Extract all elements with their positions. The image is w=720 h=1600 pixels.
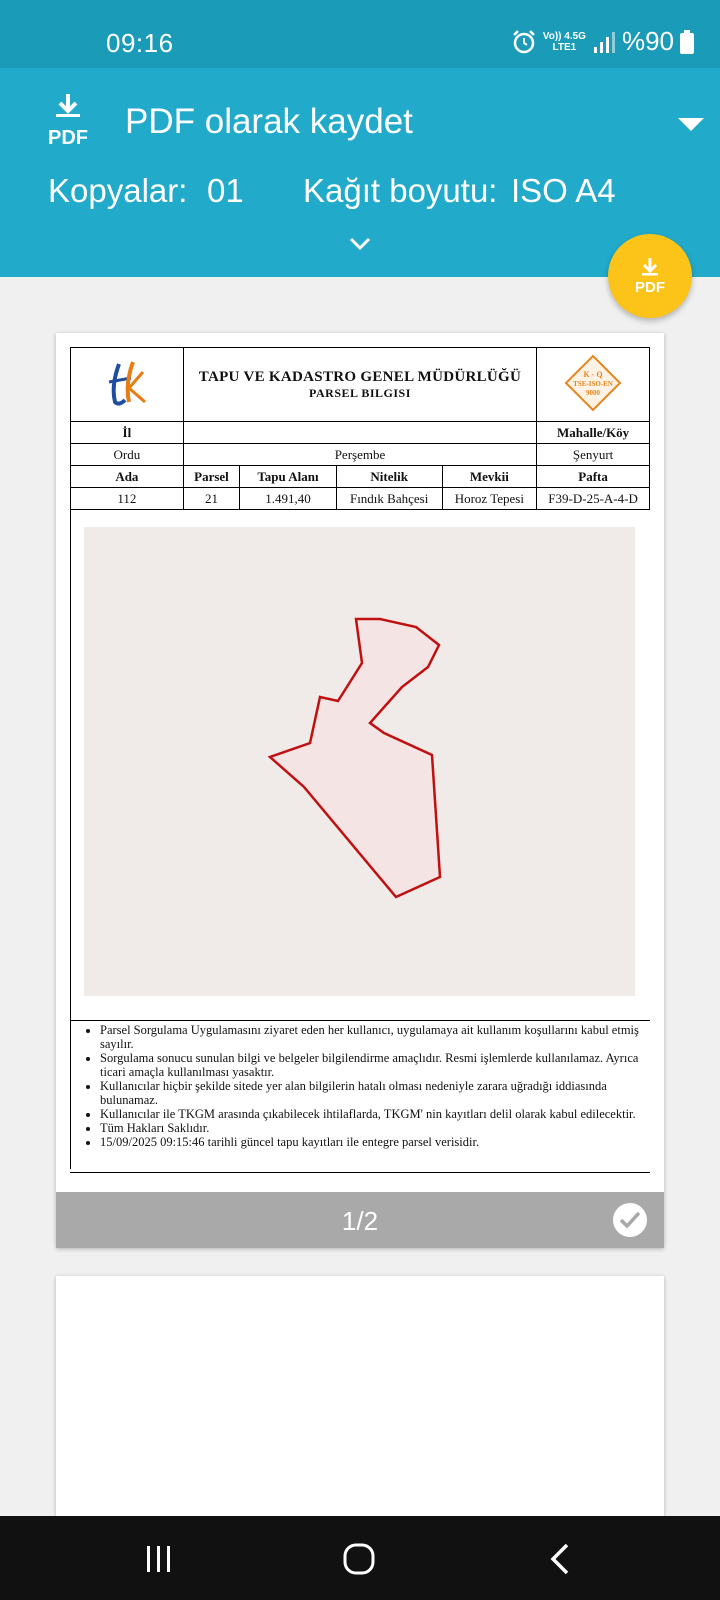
value-mevkii: Horoz Tepesi: [442, 488, 537, 510]
page-preview-2[interactable]: [56, 1276, 664, 1516]
header-ada: Ada: [71, 466, 184, 488]
battery-icon: [680, 30, 694, 54]
page-selected-check-icon[interactable]: [612, 1202, 648, 1238]
status-bar: [0, 0, 720, 68]
note-item: • Kullanıcılar ile TKGM arasında çıkabilecek ihtilaflarda, TKGM' nin kayıtları delil olarak kabul edilecektir.: [100, 1107, 646, 1121]
signal-icon: [592, 31, 616, 53]
status-icons: [511, 26, 694, 57]
value-il: Ordu: [71, 444, 184, 466]
parcel-map: [84, 527, 635, 996]
iso-badge: [537, 348, 650, 422]
page-footer: [56, 1192, 664, 1248]
printer-select[interactable]: PDF olarak kaydet: [125, 102, 413, 141]
print-options-bar: [0, 68, 720, 277]
recent-apps-icon[interactable]: [144, 1544, 174, 1574]
page-indicator: 1/2: [341, 1206, 379, 1236]
svg-text:K - Q: K - Q: [583, 369, 603, 379]
copies-label: Kopyalar:: [48, 172, 188, 209]
document-subtitle: PARSEL BILGISI: [309, 385, 411, 400]
header-ilce: [183, 422, 536, 444]
header-pafta: Pafta: [537, 466, 650, 488]
tkgm-logo: [71, 348, 184, 422]
copies-value: 01: [207, 172, 244, 209]
home-icon[interactable]: [342, 1542, 376, 1576]
value-ada: 112: [71, 488, 184, 510]
note-item: • Kullanıcılar hiçbir şekilde sitede yer alan bilgilerin hatalı olması nedeniyle zarara uğradığı iddiasında bulunamaz.: [100, 1079, 646, 1107]
tkgm-logo-icon: [105, 358, 149, 408]
alarm-icon: [511, 29, 537, 55]
value-tapu-alani: 1.491,40: [240, 488, 337, 510]
svg-text:PDF: PDF: [48, 127, 88, 148]
header-mevkii: Mevkii: [442, 466, 537, 488]
expand-options-icon[interactable]: [348, 236, 372, 252]
pdf-download-icon: [630, 256, 670, 296]
status-time: 09:16: [106, 28, 174, 58]
disclaimer-notes: [70, 1020, 650, 1173]
value-parsel: 21: [183, 488, 239, 510]
pdf-download-icon: [44, 92, 92, 148]
header-il: İl: [71, 422, 184, 444]
value-ilce: Perşembe: [183, 444, 536, 466]
svg-text:PDF: PDF: [635, 279, 665, 296]
page-preview-1[interactable]: [56, 333, 664, 1248]
document-title: TAPU VE KADASTRO GENEL MÜDÜRLÜĞÜ: [198, 368, 522, 385]
back-icon[interactable]: [548, 1542, 572, 1576]
header-mahalle: Mahalle/Köy: [537, 422, 650, 444]
svg-text:9000: 9000: [586, 388, 601, 397]
iso-certificate-icon: [563, 353, 623, 413]
paper-size-label: Kağıt boyutu:: [303, 172, 498, 209]
navigation-bar: [0, 1516, 720, 1600]
value-mahalle: Şenyurt: [537, 444, 650, 466]
note-item: • Parsel Sorgulama Uygulamasını ziyaret eden her kullanıcı, uygulamaya ait kullanım koşullarını kabul etmiş sayılır.: [100, 1023, 646, 1051]
network-indicator: Vo)) 4.5G LTE1: [542, 30, 586, 53]
header-parsel: Parsel: [183, 466, 239, 488]
paper-size-value: ISO A4: [511, 172, 616, 209]
svg-text:TSE-ISO-EN: TSE-ISO-EN: [573, 379, 613, 388]
value-nitelik: Fındık Bahçesi: [336, 488, 442, 510]
save-pdf-button[interactable]: [608, 234, 692, 318]
header-tapu-alani: Tapu Alanı: [240, 466, 337, 488]
note-item: • Tüm Hakları Saklıdır.: [100, 1121, 646, 1135]
document-title-cell: [183, 348, 536, 422]
note-item: • Sorgulama sonucu sunulan bilgi ve belgeler bilgilendirme amaçlıdır. Resmi işlemlerde kullanılamaz. Ayrıca ticari amaçla kullanılması yasaktır.: [100, 1051, 646, 1079]
dropdown-arrow-icon[interactable]: [676, 114, 706, 134]
parcel-shape: [84, 527, 635, 996]
value-pafta: F39-D-25-A-4-D: [537, 488, 650, 510]
note-item: • 15/09/2025 09:15:46 tarihli güncel tapu kayıtları ile entegre parsel verisidir.: [100, 1135, 646, 1149]
header-nitelik: Nitelik: [336, 466, 442, 488]
parcel-info-table: [70, 347, 650, 510]
battery-percent: %90: [621, 26, 674, 56]
